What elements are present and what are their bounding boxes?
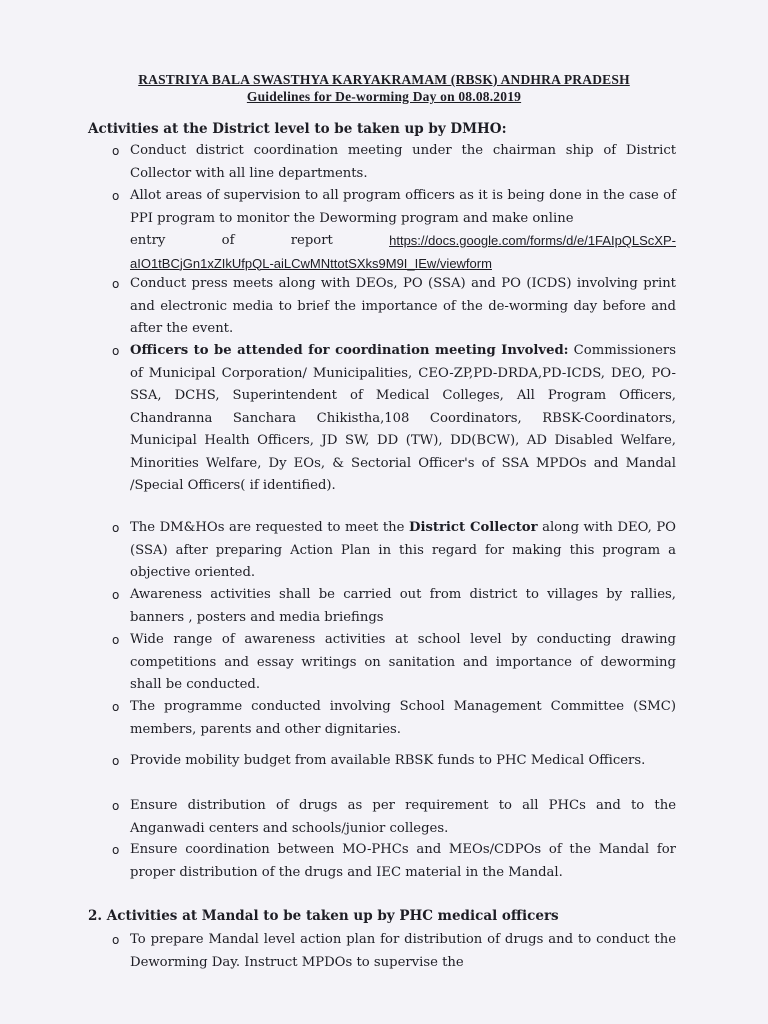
item-text: Ensure distribution of drugs as per requirement to all PHCs and to the Anganwadi centers and schools/junior colleges. bbox=[130, 798, 676, 836]
bullet-icon: o bbox=[112, 144, 120, 158]
item-text: To prepare Mandal level action plan for distribution of drugs and to conduct the Deworming Day. Instruct MPDOs to supervise the bbox=[130, 932, 676, 970]
report-link-line bbox=[130, 230, 676, 253]
bullet-icon: o bbox=[112, 799, 120, 813]
bullet-icon: o bbox=[112, 521, 120, 535]
document-title: RASTRIYA BALA SWASTHYA KARYAKRAMAM (RBSK) ANDHRA PRADESH bbox=[138, 72, 630, 87]
bullet-icon: o bbox=[112, 754, 120, 768]
item-text: along with DEO, PO (SSA) after preparing Action Plan in this regard for making this program a objective oriented. bbox=[130, 520, 676, 580]
item-text: Conduct district coordination meeting under the chairman ship of District Collector with all line departments. bbox=[130, 143, 676, 181]
list-item bbox=[112, 340, 676, 498]
bullet-icon: o bbox=[112, 700, 120, 714]
report-form-link[interactable]: https://docs.google.com/forms/d/e/1FAIpQLScXP- bbox=[389, 233, 676, 248]
list-item bbox=[112, 795, 676, 840]
bullet-icon: o bbox=[112, 277, 120, 291]
list-item bbox=[112, 929, 676, 974]
bullet-icon: o bbox=[112, 633, 120, 647]
report-form-link-continued[interactable]: aIO1tBCjGn1xZIkUfpQL-aiLCwMNttotSXks9M9I_IEw/viewform bbox=[130, 255, 492, 271]
item-text: Conduct press meets along with DEOs, PO (SSA) and PO (ICDS) involving print and electronic media to brief the importance of the de-worming day before and after the event. bbox=[130, 276, 676, 336]
list-item bbox=[112, 517, 676, 585]
item-lead: Officers to be attended for coordination meeting Involved: bbox=[130, 343, 569, 358]
bullet-icon: o bbox=[112, 344, 120, 358]
item-text: Ensure coordination between MO-PHCs and MEOs/CDPOs of the Mandal for proper distribution of the drugs and IEC material in the Mandal. bbox=[130, 842, 676, 880]
list-item bbox=[112, 273, 676, 341]
item-text: The programme conducted involving School Management Committee (SMC) members, parents and other dignitaries. bbox=[130, 699, 676, 737]
bullet-icon: o bbox=[112, 588, 120, 602]
item-text: Awareness activities shall be carried out from district to villages by rallies, banners , posters and media briefings bbox=[130, 587, 676, 625]
bullet-icon: o bbox=[112, 189, 120, 203]
item-text: The DM&HOs are requested to meet the bbox=[130, 520, 405, 535]
list-item bbox=[112, 696, 676, 741]
ref-word: of bbox=[221, 233, 235, 248]
item-emphasis: District Collector bbox=[409, 520, 538, 535]
item-text: Wide range of awareness activities at school level by conducting drawing competitions and essay writings on sanitation and importance of deworming shall be conducted. bbox=[130, 632, 676, 692]
ref-word: entry bbox=[130, 233, 166, 248]
section-heading-mandal: 2. Activities at Mandal to be taken up by PHC medical officers bbox=[88, 908, 559, 924]
list-item bbox=[112, 185, 676, 276]
item-text: Allot areas of supervision to all program officers as it is being done in the case of PPI program to monitor the Deworming program and make online bbox=[130, 188, 676, 226]
list-item bbox=[112, 140, 676, 185]
document-subtitle: Guidelines for De-worming Day on 08.08.2019 bbox=[246, 89, 522, 104]
section-heading-district: Activities at the District level to be taken up by DMHO: bbox=[88, 121, 507, 137]
ref-word: report bbox=[290, 233, 333, 248]
bullet-icon: o bbox=[112, 933, 120, 947]
list-item bbox=[112, 839, 676, 884]
bullet-icon: o bbox=[112, 843, 120, 857]
list-item bbox=[112, 584, 676, 629]
list-item bbox=[112, 750, 676, 773]
item-text: Provide mobility budget from available RBSK funds to PHC Medical Officers. bbox=[130, 753, 646, 768]
list-item bbox=[112, 629, 676, 697]
item-text: Commissioners of Municipal Corporation/ Municipalities, CEO-ZP,PD-DRDA,PD-ICDS, DEO, PO-SSA, DCHS, Superintendent of Medical Colleges, All Program Officers, Chandranna Sanchara Chikistha,108 Coordinators, RBSK-Coordinators, Municipal Health Officers, JD SW, DD (TW), DD(BCW), AD Disabled Welfare, Minorities Welfare, Dy EOs, & Sectorial Officer's of SSA MPDOs and Mandal /Special Officers( if identified). bbox=[130, 343, 676, 493]
